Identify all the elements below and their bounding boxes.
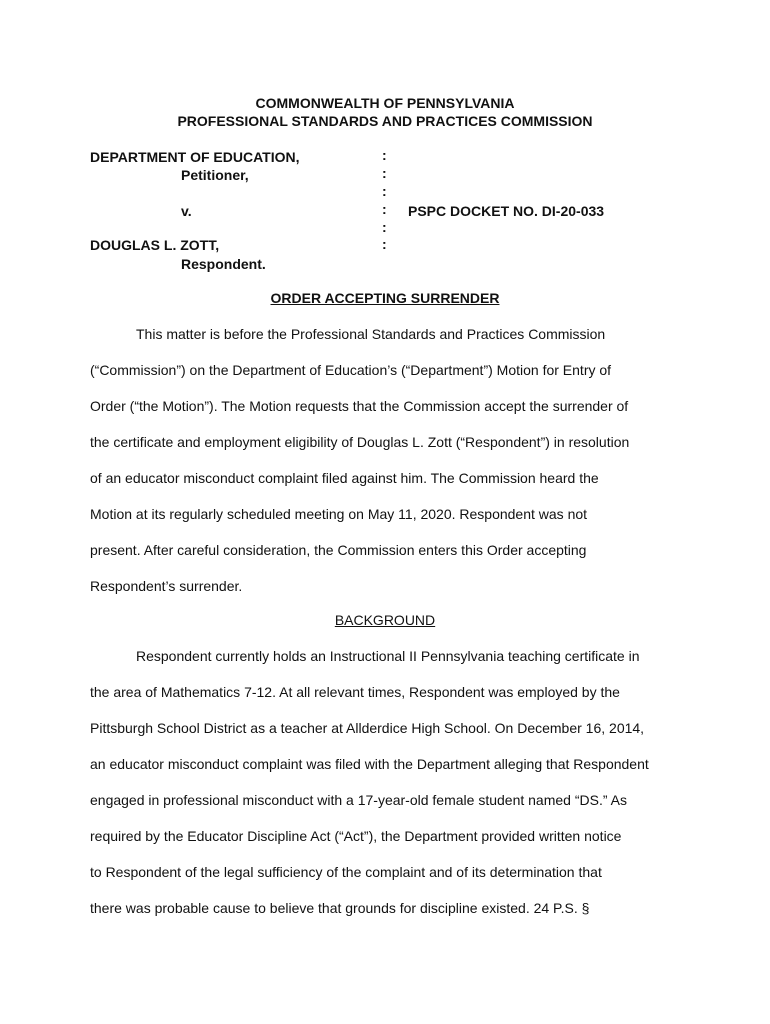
intro-line: the certificate and employment eligibility of Douglas L. Zott (“Respondent”) in resolution bbox=[90, 434, 630, 450]
respondent-role: Respondent. bbox=[181, 256, 266, 272]
caption-colon: : bbox=[382, 183, 387, 199]
versus-label: v. bbox=[181, 203, 192, 219]
header-line-1: COMMONWEALTH OF PENNSYLVANIA bbox=[255, 95, 515, 111]
docket-number: PSPC DOCKET NO. DI-20-033 bbox=[408, 203, 605, 219]
caption-colon: : bbox=[382, 165, 387, 181]
background-line: an educator misconduct complaint was filed with the Department alleging that Respondent bbox=[90, 756, 649, 772]
caption-colon: : bbox=[382, 147, 387, 163]
caption-colon: : bbox=[382, 201, 387, 217]
background-line: to Respondent of the legal sufficiency of the complaint and of its determination that bbox=[90, 864, 602, 880]
petitioner-name: DEPARTMENT OF EDUCATION, bbox=[90, 149, 300, 165]
background-line: there was probable cause to believe that grounds for discipline existed. 24 P.S. § bbox=[90, 900, 590, 916]
background-line: Respondent currently holds an Instructional II Pennsylvania teaching certificate in bbox=[136, 648, 640, 664]
intro-line: Order (“the Motion”). The Motion requests that the Commission accept the surrender of bbox=[90, 398, 629, 414]
intro-line: Motion at its regularly scheduled meeting on May 11, 2020. Respondent was not bbox=[90, 506, 588, 522]
order-title: ORDER ACCEPTING SURRENDER bbox=[270, 290, 500, 306]
intro-line: of an educator misconduct complaint filed against him. The Commission heard the bbox=[90, 470, 599, 486]
intro-line: Respondent’s surrender. bbox=[90, 578, 243, 594]
respondent-name: DOUGLAS L. ZOTT, bbox=[90, 237, 220, 253]
background-line: engaged in professional misconduct with a 17-year-old female student named “DS.” As bbox=[90, 792, 627, 808]
intro-line: (“Commission”) on the Department of Education’s (“Department”) Motion for Entry of bbox=[90, 362, 612, 378]
caption-colon: : bbox=[382, 219, 387, 235]
header-line-2: PROFESSIONAL STANDARDS AND PRACTICES COMMISSION bbox=[177, 113, 593, 129]
background-line: the area of Mathematics 7-12. At all relevant times, Respondent was employed by the bbox=[90, 684, 620, 700]
background-line: Pittsburgh School District as a teacher at Allderdice High School. On December 16, 2014, bbox=[90, 720, 645, 736]
petitioner-role: Petitioner, bbox=[181, 167, 249, 183]
caption-colon: : bbox=[382, 236, 387, 252]
background-heading: BACKGROUND bbox=[334, 612, 436, 628]
background-line: required by the Educator Discipline Act (“Act”), the Department provided written notice bbox=[90, 828, 622, 844]
intro-line: This matter is before the Professional Standards and Practices Commission bbox=[136, 326, 606, 342]
intro-line: present. After careful consideration, the Commission enters this Order accepting bbox=[90, 542, 587, 558]
